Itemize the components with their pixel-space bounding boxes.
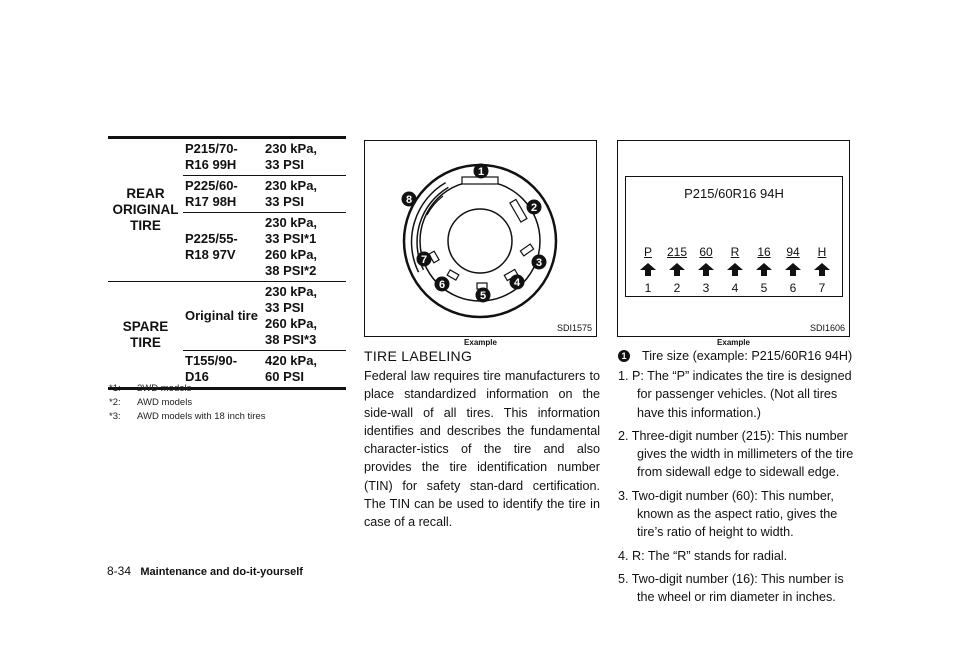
- tire-pressure-table: [108, 136, 346, 390]
- arrow-up-icon: [807, 261, 837, 281]
- figure-caption: Example: [717, 338, 750, 347]
- callout-8: [402, 192, 417, 207]
- size-segment: [807, 245, 837, 295]
- segment-code: 94: [786, 245, 800, 259]
- tire-sidewall-figure: [364, 140, 597, 337]
- arrow-up-icon: [633, 261, 663, 281]
- tire-size-panel: [625, 176, 843, 297]
- tire-size-figure: [617, 140, 850, 337]
- item-number-badge: 1: [618, 350, 630, 362]
- svg-text:3: 3: [535, 257, 543, 269]
- table-group-spare: [108, 281, 346, 387]
- size-segment: [720, 245, 750, 295]
- pressure-cell: 420 kPa, 60 PSI: [265, 353, 318, 384]
- list-item: 3. Two-digit number (60): This number, known as the aspect ratio, gives the tire’s ratio of height to width.: [618, 488, 838, 540]
- footnote-text: AWD models: [137, 397, 193, 408]
- page-footer: [107, 564, 303, 578]
- footnote: [109, 396, 265, 410]
- callout-2: [527, 200, 542, 215]
- footnote-mark: *3:: [109, 411, 121, 422]
- segment-code: R: [730, 245, 740, 259]
- callout-7: [417, 252, 432, 267]
- arrow-up-icon: [691, 261, 721, 281]
- footnote-mark: *2:: [109, 397, 121, 408]
- tire-size-heading-text: Tire size (example: P215/60R16 94H): [642, 349, 853, 363]
- segment-number: 5: [760, 281, 768, 295]
- list-item: 1. P: The “P” indicates the tire is designed for passenger vehicles. (Not all tires have this information.): [618, 369, 852, 420]
- group-label: SPARE TIRE: [122, 318, 169, 350]
- callout-5: [476, 288, 491, 303]
- svg-text:2: 2: [530, 202, 538, 214]
- arrow-up-icon: [778, 261, 808, 281]
- tire-size-cell: P225/60- R17 98H: [185, 178, 238, 209]
- pressure-cell: 230 kPa, 33 PSI 260 kPa, 38 PSI*3: [265, 284, 318, 347]
- footnote-text: 2WD models: [137, 383, 192, 394]
- tire-size-list: [618, 367, 854, 612]
- tire-size-cell: P215/70- R16 99H: [185, 141, 238, 172]
- svg-text:6: 6: [438, 279, 446, 291]
- arrow-up-icon: [662, 261, 692, 281]
- segment-number: 6: [789, 281, 797, 295]
- size-segment: [662, 245, 692, 295]
- table-group-rear-original: [108, 139, 346, 281]
- svg-text:5: 5: [479, 290, 487, 302]
- list-item: 2. Three-digit number (215): This number gives the width in millimeters of the tire from sidewall edge to sidewall edge.: [618, 428, 854, 480]
- footnote-mark: *1:: [109, 383, 121, 394]
- tire-sidewall-diagram: [365, 141, 596, 336]
- list-item: 5. Two-digit number (16): This number is the wheel or rim diameter in inches.: [618, 571, 844, 605]
- svg-text:1: 1: [477, 166, 485, 178]
- chapter-title: Maintenance and do-it-yourself: [140, 566, 303, 578]
- callout-4: [510, 275, 525, 290]
- size-segment: [778, 245, 808, 295]
- table-row: [183, 212, 346, 281]
- tire-size-example: P215/60R16 94H: [684, 186, 784, 201]
- tire-size-cell: P225/55- R18 97V: [185, 231, 238, 262]
- figure-code: SDI1606: [809, 323, 845, 333]
- footnote: [109, 410, 265, 424]
- callout-6: [435, 277, 450, 292]
- svg-text:8: 8: [405, 194, 413, 206]
- arrow-up-icon: [720, 261, 750, 281]
- segment-code: 60: [699, 245, 713, 259]
- segment-number: 7: [818, 281, 826, 295]
- callout-1: [474, 164, 489, 179]
- table-row: [183, 139, 346, 175]
- table-row: [183, 282, 346, 350]
- page-number: 8-34: [107, 564, 132, 578]
- group-label: REAR ORIGINAL TIRE: [112, 186, 179, 233]
- segment-code: P: [643, 245, 652, 259]
- footnote-text: AWD models with 18 inch tires: [137, 411, 266, 422]
- segment-code: H: [817, 245, 827, 259]
- size-segment: [749, 245, 779, 295]
- segment-number: 1: [644, 281, 652, 295]
- size-segment: [633, 245, 663, 295]
- table-row: [183, 175, 346, 212]
- pressure-cell: 230 kPa, 33 PSI: [265, 141, 318, 172]
- figure-caption: Example: [464, 338, 497, 347]
- table-footnotes: [109, 382, 265, 424]
- segment-number: 2: [673, 281, 681, 295]
- segment-number: 4: [731, 281, 739, 295]
- arrow-up-icon: [749, 261, 779, 281]
- segment-number: 3: [702, 281, 710, 295]
- pressure-cell: 230 kPa, 33 PSI: [265, 178, 318, 209]
- pressure-cell: 230 kPa, 33 PSI*1 260 kPa, 38 PSI*2: [265, 215, 318, 278]
- list-item: 4. R: The “R” stands for radial.: [618, 548, 788, 563]
- tire-size-heading: [618, 349, 852, 363]
- section-heading: TIRE LABELING: [364, 348, 473, 364]
- section-body: Federal law requires tire manufacturers to place standardized information on the side-wall of all tires. This information identifies and describes the fundamental character-istics of the tire and also provides the tire identification number (TIN) for safety stan-dard certification. The TIN can be used to identify the tire in case of a recall.: [364, 369, 600, 530]
- callout-3: [532, 255, 547, 270]
- tire-size-cell: Original tire: [185, 308, 258, 323]
- svg-text:4: 4: [513, 277, 521, 289]
- tire-size-cell: T155/90- D16: [185, 353, 238, 384]
- footnote: [109, 382, 265, 396]
- figure-code: SDI1575: [556, 323, 592, 333]
- svg-text:7: 7: [420, 254, 428, 266]
- segment-code: 215: [666, 245, 688, 259]
- segment-code: 16: [757, 245, 771, 259]
- size-segment: [691, 245, 721, 295]
